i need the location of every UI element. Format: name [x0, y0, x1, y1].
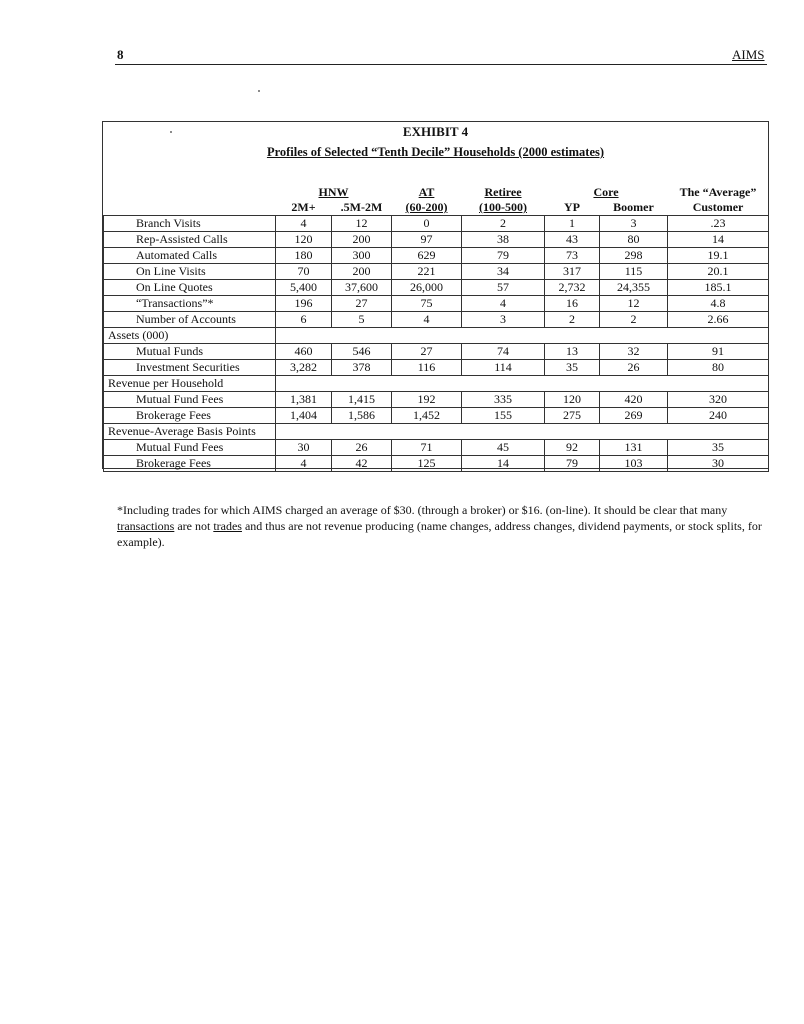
table-cell: 460 [276, 344, 332, 360]
table-cell: 5,400 [276, 280, 332, 296]
table-cell: 26 [600, 360, 668, 376]
table-cell: 185.1 [668, 280, 769, 296]
sub-header-100-500: (100-500) [462, 200, 545, 216]
table-cell: 3 [600, 216, 668, 232]
table-body [104, 216, 769, 472]
table-cell: 30 [668, 456, 769, 472]
section-spacer [276, 328, 769, 344]
exhibit-subtitle: Profiles of Selected “Tenth Decile” Households (2000 estimates) [266, 145, 605, 159]
table-row [104, 264, 769, 280]
table-cell: 45 [462, 440, 545, 456]
retiree-header: Retiree [484, 185, 522, 199]
table-cell: 12 [600, 296, 668, 312]
table-cell: 14 [668, 232, 769, 248]
table-cell: 275 [545, 408, 600, 424]
footnote-text-2: are not [174, 519, 214, 533]
row-label: Branch Visits [104, 216, 276, 232]
table-cell: 32 [600, 344, 668, 360]
table-cell: 73 [545, 248, 600, 264]
table-row [104, 456, 769, 472]
table-cell: 192 [392, 392, 462, 408]
row-label: Automated Calls [104, 248, 276, 264]
sub-header-customer: Customer [668, 200, 769, 216]
table-cell: 74 [462, 344, 545, 360]
table-cell: 4.8 [668, 296, 769, 312]
table-cell: 37,600 [332, 280, 392, 296]
hnw-header: HNW [318, 185, 349, 199]
row-label: On Line Quotes [104, 280, 276, 296]
table-cell: 97 [392, 232, 462, 248]
table-row [104, 296, 769, 312]
table-cell: 75 [392, 296, 462, 312]
table-row [104, 392, 769, 408]
table-cell: 317 [545, 264, 600, 280]
row-label: “Transactions”* [104, 296, 276, 312]
table-cell: 2 [545, 312, 600, 328]
profile-table [103, 185, 769, 472]
exhibit-title: EXHIBIT 4 [402, 124, 469, 139]
table-cell: 4 [276, 216, 332, 232]
sub-header-row [104, 200, 769, 216]
table-cell: 1,415 [332, 392, 392, 408]
table-cell: 298 [600, 248, 668, 264]
table-cell: 420 [600, 392, 668, 408]
table-cell: 71 [392, 440, 462, 456]
footnote-transactions: transactions [117, 519, 175, 533]
table-cell: 27 [392, 344, 462, 360]
table-cell: 26 [332, 440, 392, 456]
table-cell: 155 [462, 408, 545, 424]
table-cell: 1,404 [276, 408, 332, 424]
table-cell: 269 [600, 408, 668, 424]
sub-header-2m-plus: 2M+ [276, 200, 332, 216]
table-row [104, 408, 769, 424]
section-row [104, 328, 769, 344]
table-cell: 2 [600, 312, 668, 328]
table-cell: 546 [332, 344, 392, 360]
row-label: Investment Securities [104, 360, 276, 376]
table-cell: 27 [332, 296, 392, 312]
table-cell: 6 [276, 312, 332, 328]
table-cell: 12 [332, 216, 392, 232]
table-cell: 80 [668, 360, 769, 376]
table-cell: 1,452 [392, 408, 462, 424]
table-cell: 200 [332, 232, 392, 248]
table-cell: 79 [462, 248, 545, 264]
table-row [104, 280, 769, 296]
sub-header-boomer: Boomer [600, 200, 668, 216]
sub-header-yp: YP [545, 200, 600, 216]
table-cell: 2.66 [668, 312, 769, 328]
table-cell: 378 [332, 360, 392, 376]
row-label: Mutual Fund Fees [104, 440, 276, 456]
table-cell: 1 [545, 216, 600, 232]
table-row [104, 440, 769, 456]
exhibit-box [102, 121, 769, 469]
table-cell: 0 [392, 216, 462, 232]
table-cell: 120 [276, 232, 332, 248]
section-row [104, 376, 769, 392]
table-cell: 34 [462, 264, 545, 280]
table-cell: 2 [462, 216, 545, 232]
table-row [104, 216, 769, 232]
table-cell: 92 [545, 440, 600, 456]
table-cell: 1,586 [332, 408, 392, 424]
table-cell: 43 [545, 232, 600, 248]
table-cell: 2,732 [545, 280, 600, 296]
at-header: AT [418, 185, 435, 199]
section-label: Assets (000) [104, 328, 276, 344]
table-cell: 629 [392, 248, 462, 264]
section-spacer [276, 424, 769, 440]
table-cell: 16 [545, 296, 600, 312]
sub-header-5m-2m: .5M-2M [332, 200, 392, 216]
table-cell: 24,355 [600, 280, 668, 296]
section-spacer [276, 376, 769, 392]
section-row [104, 424, 769, 440]
table-cell: 120 [545, 392, 600, 408]
table-cell: 20.1 [668, 264, 769, 280]
section-label: Revenue per Household [104, 376, 276, 392]
running-head: AIMS [732, 47, 765, 62]
table-cell: 115 [600, 264, 668, 280]
table-cell: 80 [600, 232, 668, 248]
table-cell: 14 [462, 456, 545, 472]
row-label: Mutual Funds [104, 344, 276, 360]
stray-mark [258, 90, 260, 92]
table-cell: 19.1 [668, 248, 769, 264]
table-cell: 26,000 [392, 280, 462, 296]
table-cell: 38 [462, 232, 545, 248]
table-cell: 221 [392, 264, 462, 280]
table-cell: 116 [392, 360, 462, 376]
footnote-trades: trades [213, 519, 242, 533]
table-cell: 4 [276, 456, 332, 472]
table-cell: 200 [332, 264, 392, 280]
table-cell: 4 [392, 312, 462, 328]
core-header: Core [593, 185, 619, 199]
table-row [104, 344, 769, 360]
table-cell: 240 [668, 408, 769, 424]
table-row [104, 360, 769, 376]
row-label: Number of Accounts [104, 312, 276, 328]
table-cell: 3 [462, 312, 545, 328]
table-cell: 30 [276, 440, 332, 456]
sub-header-60-200: (60-200) [392, 200, 462, 216]
table-cell: 5 [332, 312, 392, 328]
row-label: Brokerage Fees [104, 408, 276, 424]
table-cell: 42 [332, 456, 392, 472]
row-label: Brokerage Fees [104, 456, 276, 472]
table-cell: 1,381 [276, 392, 332, 408]
table-cell: 4 [462, 296, 545, 312]
table-row [104, 232, 769, 248]
row-label: Mutual Fund Fees [104, 392, 276, 408]
footnote [117, 502, 772, 550]
table-row [104, 248, 769, 264]
table-cell: 57 [462, 280, 545, 296]
table-cell: 91 [668, 344, 769, 360]
table-cell: 103 [600, 456, 668, 472]
table-cell: 79 [545, 456, 600, 472]
table-cell: 13 [545, 344, 600, 360]
table-cell: 320 [668, 392, 769, 408]
row-label: Rep-Assisted Calls [104, 232, 276, 248]
table-cell: 180 [276, 248, 332, 264]
table-cell: 35 [668, 440, 769, 456]
page-number: 8 [117, 47, 124, 62]
group-header-row [104, 185, 769, 200]
table-cell: 3,282 [276, 360, 332, 376]
table-cell: 196 [276, 296, 332, 312]
table-cell: 300 [332, 248, 392, 264]
footnote-text-1: *Including trades for which AIMS charged an average of $30. (through a broker) or $16. (on-line). It should be clear that many [117, 503, 728, 517]
section-label: Revenue-Average Basis Points [104, 424, 276, 440]
table-cell: 114 [462, 360, 545, 376]
table-cell: 70 [276, 264, 332, 280]
table-cell: .23 [668, 216, 769, 232]
header-rule [115, 64, 767, 65]
footnote-text-3: and thus are not revenue producing (name changes, address changes, dividend payments, or stock splits, for example). [117, 519, 762, 549]
average-header: The “Average” [679, 185, 757, 199]
table-cell: 131 [600, 440, 668, 456]
table-row [104, 312, 769, 328]
table-cell: 125 [392, 456, 462, 472]
row-label: On Line Visits [104, 264, 276, 280]
table-cell: 35 [545, 360, 600, 376]
table-cell: 335 [462, 392, 545, 408]
